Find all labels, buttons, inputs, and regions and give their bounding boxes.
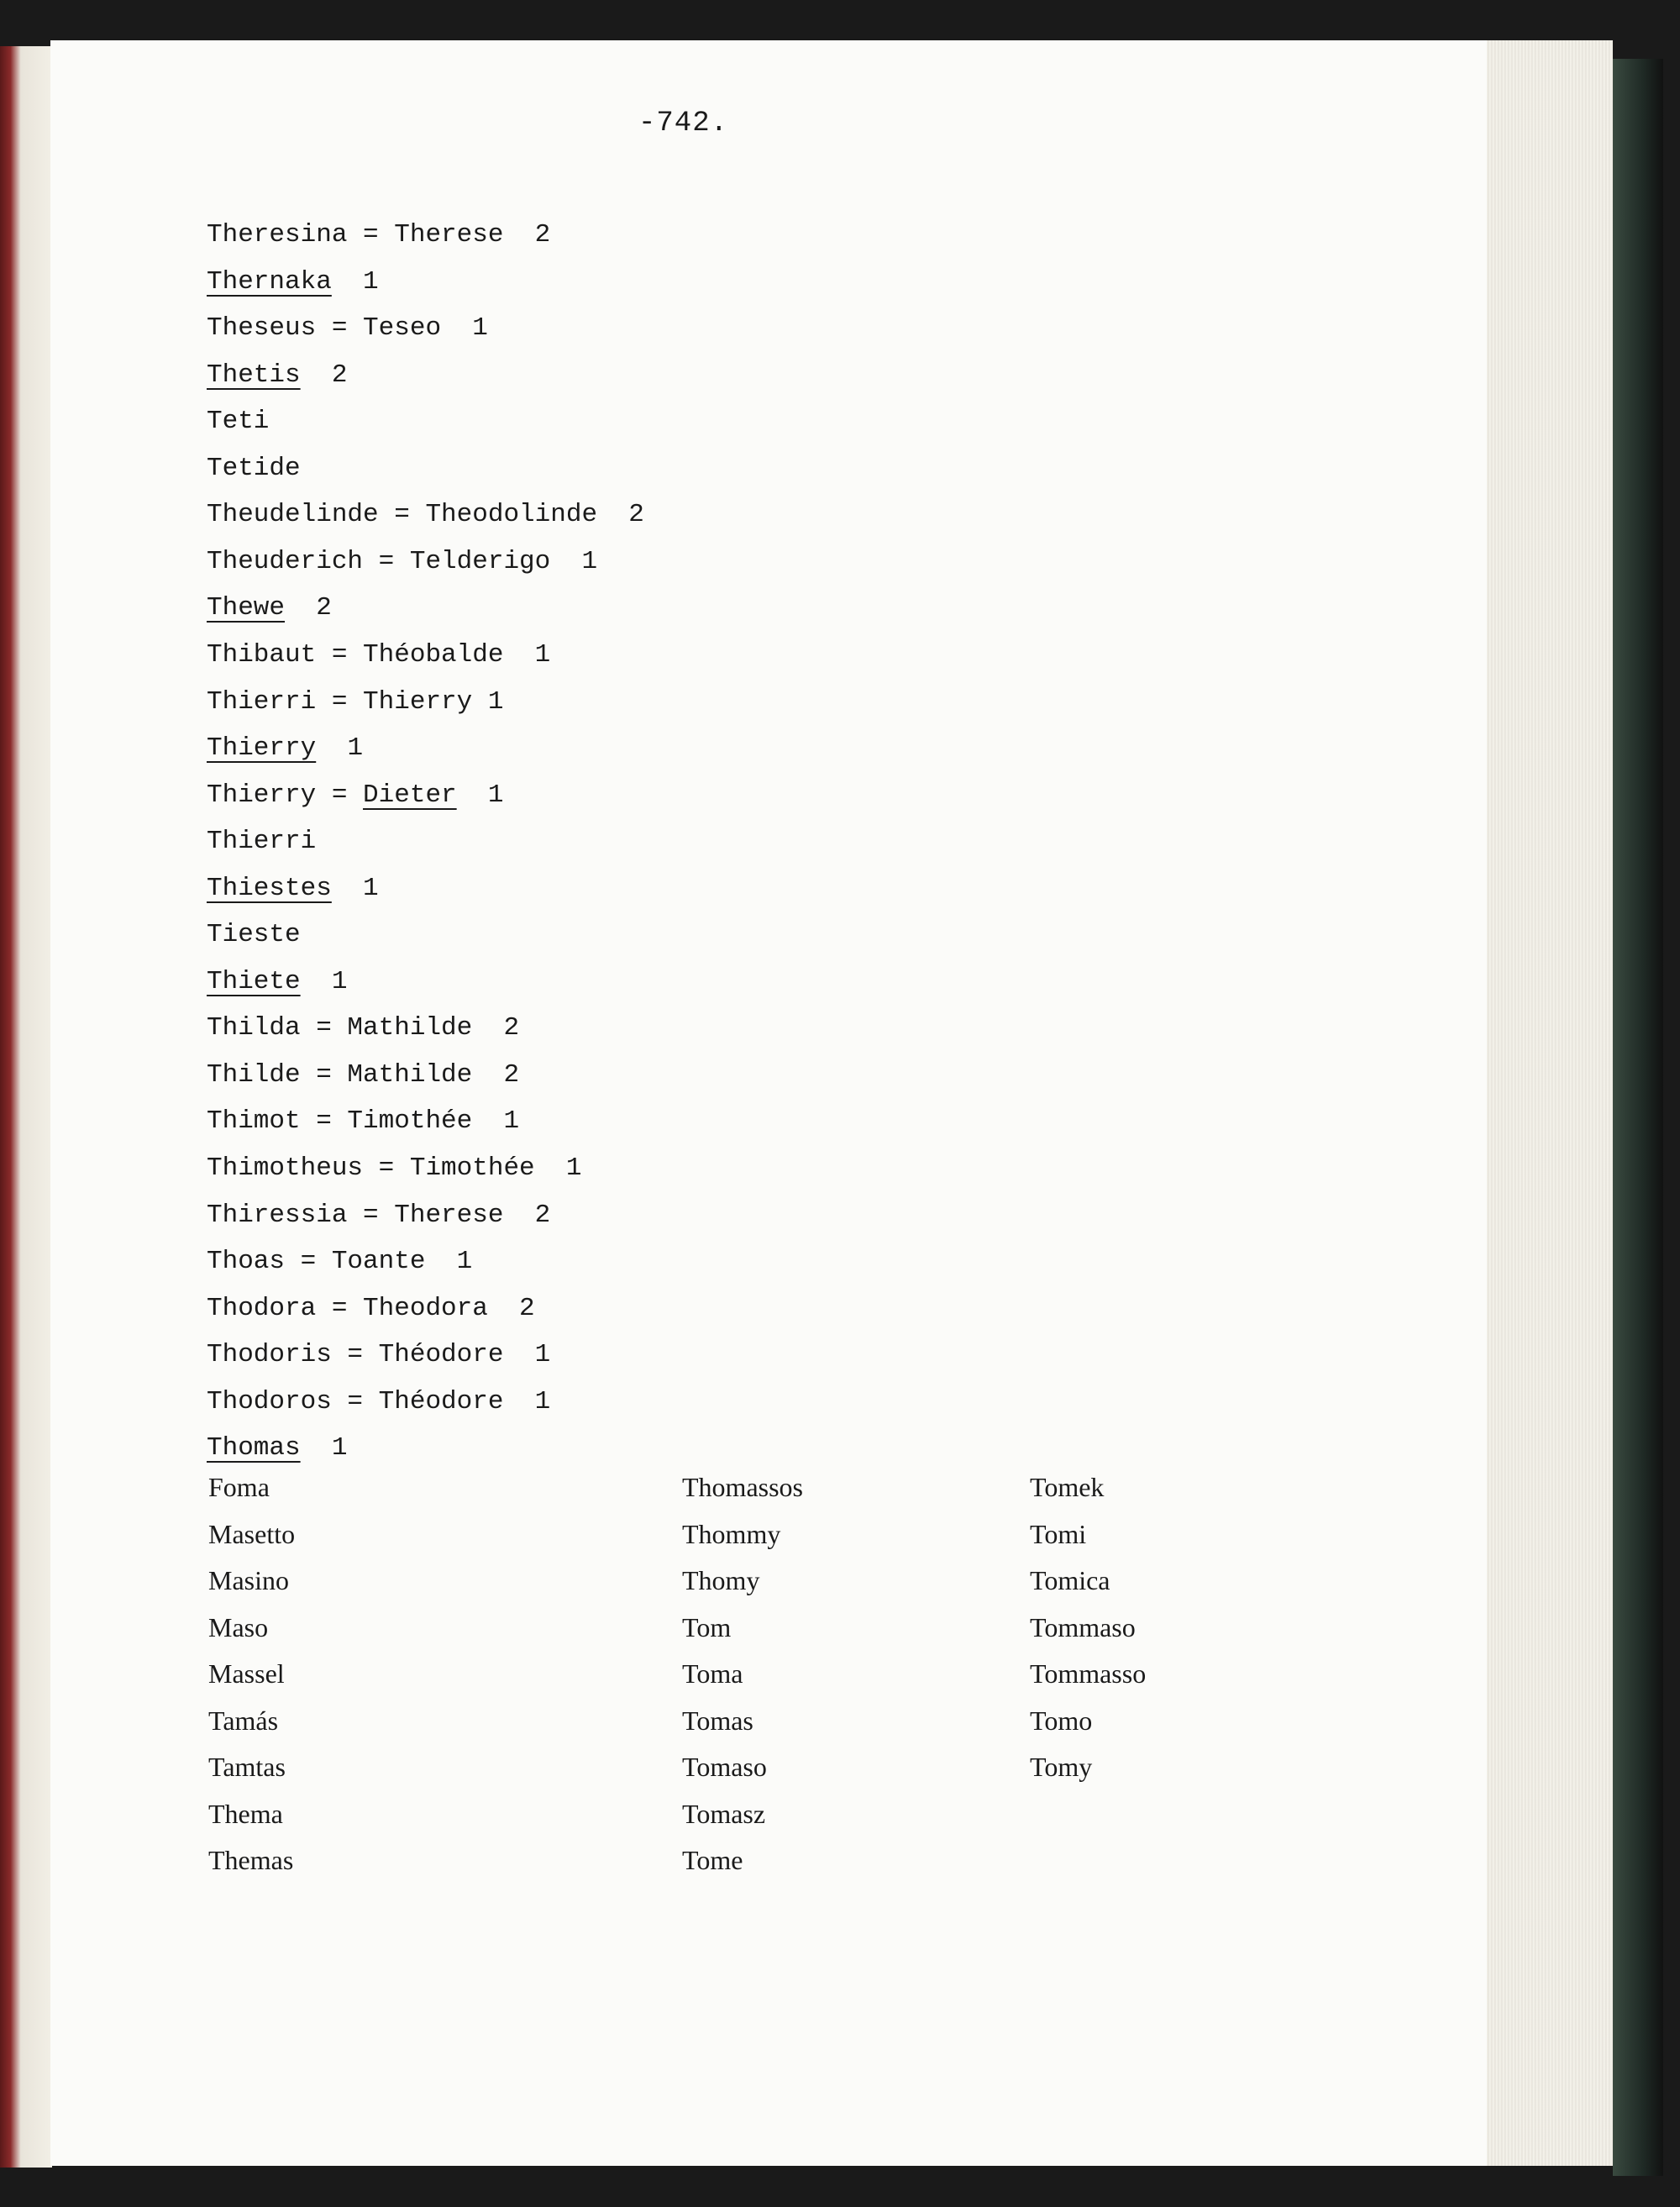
entry-text: Thimotheus = Timothée 1 [207, 1153, 582, 1183]
entry-headword: Dieter [363, 780, 457, 810]
book-left-page-edge [0, 46, 52, 2168]
entry-text: Thierri = Thierry 1 [207, 686, 504, 717]
variants-column-3 [1030, 1470, 1146, 1797]
entry-text: Tieste [207, 920, 301, 950]
variant-name: Tome [682, 1845, 743, 1875]
entry-text: Thierry = [207, 780, 364, 810]
entry-headword: Thomas [207, 1433, 301, 1463]
entry-text: Thodoros = Théodore 1 [207, 1386, 551, 1416]
variant-name: Tomek [1030, 1472, 1105, 1502]
variant-name: Toma [682, 1658, 743, 1689]
entry-text: Theudelinde = Theodolinde 2 [207, 500, 644, 530]
variant-name: Masino [208, 1565, 289, 1595]
variant-name: Tomy [1030, 1752, 1093, 1782]
entry-line [207, 825, 316, 859]
variant-name: Tomasz [682, 1798, 766, 1829]
entry-line [207, 1199, 550, 1232]
entry-headword: Thierry [207, 733, 317, 764]
entry-line [207, 1105, 519, 1138]
entry-text: Thierri [207, 827, 317, 857]
entry-line [207, 638, 550, 672]
entry-line [207, 1245, 472, 1279]
variant-name: Maso [208, 1611, 269, 1642]
variant-name: Tamás [208, 1705, 279, 1736]
entry-text: Thodora = Theodora 2 [207, 1293, 535, 1323]
entry-text: 2 [300, 360, 348, 390]
entry-headword: Thiestes [207, 873, 332, 903]
entry-line [207, 1292, 535, 1326]
entry-line [207, 965, 347, 999]
entry-headword: Thiete [207, 966, 301, 996]
entry-line [207, 918, 301, 952]
variant-name: Masetto [208, 1518, 296, 1549]
variant-name: Thomassos [682, 1472, 803, 1502]
entry-text: Tetide [207, 453, 301, 483]
entry-text: = Therese 2 [347, 220, 551, 250]
variant-name: Themas [208, 1845, 294, 1875]
entry-text: Thoas = Toante 1 [207, 1247, 473, 1277]
entry-text: Teti [207, 407, 270, 437]
entry-line [207, 1338, 550, 1372]
entry-text: Theseus = Teseo 1 [207, 313, 488, 344]
entry-text: Theresina [207, 220, 348, 250]
entry-line [207, 872, 379, 906]
entry-line [207, 591, 332, 625]
variant-name: Massel [208, 1658, 285, 1689]
entry-text: 1 [331, 873, 379, 903]
variant-name: Tommasso [1030, 1658, 1147, 1689]
entry-text: 1 [300, 966, 348, 996]
entry-text: Thiressia = Therese 2 [207, 1200, 551, 1230]
entry-line [207, 779, 503, 812]
entry-text: Thilde = Mathilde 2 [207, 1059, 520, 1090]
page-stack-edge [1487, 40, 1613, 2166]
entry-text: 1 [456, 780, 504, 810]
variant-name: Tomi [1030, 1518, 1087, 1549]
page-number: -742. [638, 108, 729, 139]
variant-name: Tommaso [1030, 1611, 1136, 1642]
entry-text: Thilda = Mathilde 2 [207, 1013, 520, 1043]
variant-name: Thema [208, 1798, 283, 1829]
entry-line [207, 265, 379, 299]
entry-line [207, 1012, 519, 1045]
variant-name: Thommy [682, 1518, 781, 1549]
entry-line [207, 405, 269, 439]
entry-text: 1 [316, 733, 364, 764]
entry-line [207, 545, 597, 579]
entry-line [207, 452, 301, 486]
entry-line [207, 312, 488, 345]
entry-text: Thodoris = Théodore 1 [207, 1340, 551, 1370]
entry-line [207, 1059, 519, 1092]
variant-name: Tomaso [682, 1752, 767, 1782]
entry-headword: Thewe [207, 593, 286, 623]
entry-line [207, 1385, 550, 1419]
variant-name: Tomica [1030, 1565, 1110, 1595]
variant-name: Tamtas [208, 1752, 286, 1782]
entry-line [207, 732, 363, 765]
variants-column-2 [682, 1470, 803, 1890]
variant-name: Tomo [1030, 1705, 1093, 1736]
variant-name: Tom [682, 1611, 732, 1642]
entry-headword: Thetis [207, 360, 301, 390]
entry-line [207, 1432, 347, 1465]
entry-line [207, 1152, 581, 1185]
entry-text: 1 [331, 266, 379, 297]
entry-headword: Thernaka [207, 266, 332, 297]
entry-text: Thimot = Timothée 1 [207, 1106, 520, 1137]
book-cover-edge [1613, 59, 1663, 2176]
entry-text: 1 [300, 1433, 348, 1463]
variants-column-1 [208, 1470, 295, 1890]
entry-text: Theuderich = Telderigo 1 [207, 546, 598, 576]
entry-text: 2 [285, 593, 332, 623]
variant-name: Foma [208, 1472, 270, 1502]
variant-name: Thomy [682, 1565, 760, 1595]
entry-line [207, 218, 550, 252]
entry-text: Thibaut = Théobalde 1 [207, 639, 551, 670]
entry-line [207, 686, 503, 719]
entry-line [207, 498, 644, 532]
entry-line [207, 359, 347, 392]
variant-name: Tomas [682, 1705, 753, 1736]
